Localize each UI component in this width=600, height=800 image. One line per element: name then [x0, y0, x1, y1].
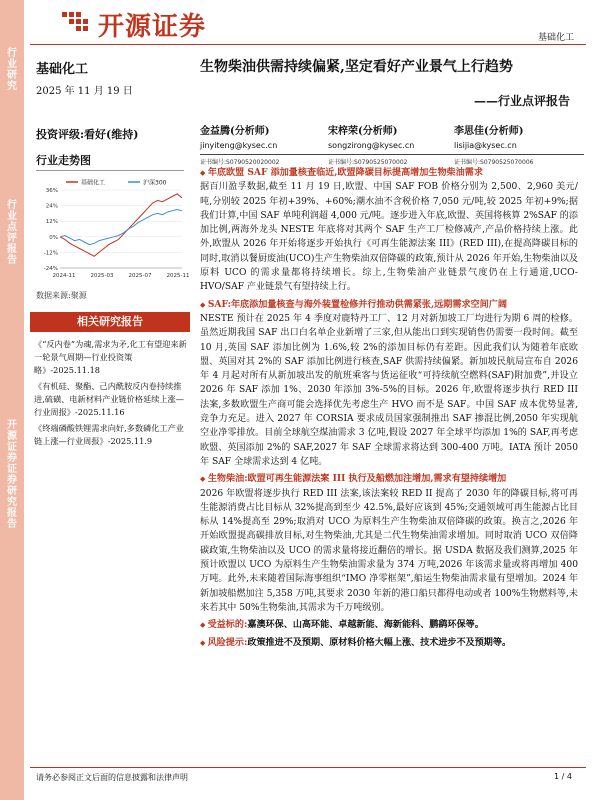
- y-tick-label: 24%: [45, 203, 58, 210]
- y-tick-label: -24%: [43, 266, 58, 272]
- legend-label: 基础化工: [81, 179, 106, 187]
- y-tick-label: 12%: [45, 219, 58, 226]
- footer-disclaimer: 请务必参阅正文后面的信息披露和法律声明: [36, 773, 188, 782]
- related-reports-header: 相关研究报告: [30, 312, 190, 332]
- report-title: 生物柴油供需持续偏紧,坚定看好产业景气上行趋势: [200, 59, 513, 75]
- report-subtitle: ——行业点评报告: [473, 94, 570, 108]
- analyst-card: [328, 122, 458, 166]
- trend-divider: [36, 170, 184, 171]
- section-heading: ◆ SAF:年底添加量核查与海外装置检修并行推动供需紧张,远期需求空间广阔: [200, 298, 507, 310]
- bullet-icon: ◆: [200, 638, 208, 647]
- sidebar-label-research: 行业研究: [7, 48, 17, 92]
- x-tick-label: 2024-11: [52, 273, 76, 279]
- analyst-email[interactable]: songzirong@kysec.cn: [328, 141, 415, 150]
- report-body: [200, 166, 578, 650]
- logo-text: 开源证券: [98, 12, 207, 42]
- industry-trend-chart: [36, 176, 190, 286]
- analyst-email[interactable]: jinyiteng@kysec.cn: [200, 141, 278, 150]
- beneficiaries-line: ◆ 受益标的:嘉澳环保、山高环能、卓越新能、海新能科、鹏鹞环保等。: [200, 619, 484, 631]
- series-line: [60, 210, 182, 245]
- analyst-name: 金益腾(分析师): [200, 126, 270, 137]
- series-line: [60, 194, 182, 256]
- report-date: 2025 年 11 月 19 日: [36, 86, 133, 97]
- legend-label: 沪深300: [143, 179, 167, 187]
- industry-name: 基础化工: [36, 62, 89, 77]
- risk-line: ◆ 风险提示:政策推进不及预期、原材料价格大幅上涨、技术进步不及预期等。: [200, 636, 512, 648]
- section-heading: ◆ 生物柴油:欧盟可再生能源法案 III 执行及船燃加注增加,需求有望持续增加: [200, 473, 507, 485]
- analyst-email[interactable]: lisijia@kysec.cn: [454, 141, 517, 150]
- logo-icon: [60, 9, 94, 37]
- page-number: 1 / 4: [554, 772, 572, 781]
- header-divider: [30, 44, 586, 45]
- bullet-icon: ◆: [200, 168, 208, 177]
- chart-source: 数据来源:聚源: [36, 291, 87, 300]
- sidebar-label-report-type: 行业点评报告: [7, 200, 17, 266]
- analyst-card: [200, 122, 330, 166]
- analyst-card: [454, 122, 584, 166]
- related-report-item[interactable]: 《终端磷酸铁锂需求向好,多数磷化工产业链上涨—行业周报》-2025.11.9: [34, 423, 184, 446]
- investment-rating: 投资评级:看好(维持): [36, 128, 139, 141]
- section-paragraph: 2026 年欧盟将逐步执行 RED III 法案,该法案较 RED II 提高了 2030 年的降碳目标,将可再生能源消费占比目标从 32%提高到至少 42.5%,最好应该到 45%;交通领域可再生能源占比目标从 14%提高至 29%;取消对 UCO 为原料生产生物柴油双倍降碳的政策。换言之,2026 年开始欧盟提高碳排放目标,对生物柴油,尤其是二代生物柴油需求增加。同时取消 UCO 双倍降碳政策,生物柴油以及 UCO 的需求量将接近翻倍的增长。据 USDA 数据及我们测算,2025 年预计欧盟以 UCO 为原料生产生物柴油需求量为 374 万吨,2026 年该需求量或将再增加 400 万吨。此外,未来随着国际海事组织“IMO 净零框架”,船运生物柴油需求量有望增加。2024 年新加坡船燃加注 5,358 万吨,其要求 2030 年新的港口船只都得电动或者 100%生物燃料等,未来若其中 50%生物柴油,其需求为千万吨级别。: [200, 488, 578, 613]
- section-paragraph: 据百川盈孚数据,截至 11 月 19 日,欧盟、中国 SAF FOB 价格分别为 2,500、2,960 美元/吨,分别较 2025 年初+39%、+60%;潮水油不含税价格 7,050 元/吨,较 2025 年初+9%;据我们计算,中国 SAF 单吨利润超 4,000 元/吨。逐步进入年底,欧盟、英国将核算 2%SAF 的添加比例,两海外龙头 NESTE 年底将对其两个 SAF 生产工厂检修减产,产品价格持续上涨。此外,欧盟从 2026 年开始将逐步开始执行《可再生能源法案 III》(RED III),在提高降碳目标的同时,取消以餐厨废油(UCO)生产生物柴油双倍降碳的政策,预计从 2026 年开始,生物柴油以及原料 UCO 的需求量都将持续增长。综上,生物柴油产业链景气度仍在上行通道,UCO-HVO/SAF 产业链景气有望持续上行。: [200, 182, 578, 293]
- x-tick-label: 2025-11: [166, 273, 190, 279]
- section-paragraph: NESTE 预计在 2025 年 4 季度对鹿特丹工厂、12 月对新加坡工厂均进行为期 6 周的检修。虽然近期我国 SAF 出口白名单企业新增了三家,但从能出口到实现销售仍需要一段时间。截至 10 月,英国 SAF 添加比例为 1.6%,较 2%的添加目标仍有差距。因此我们认为随着年底欧盟、英国对其 2%的 SAF 添加比例进行核查,SAF 供需持续偏紧。新加坡民航局宣布自 2026 年 4 月起对所有从新加坡出发的航班乘客与货运征收“可持续航空燃料(SAF)附加费”,并设立 2026 年 SAF 添加 1%、2030 年添加 3%-5%的目标。2026 年,欧盟将逐步执行 RED III 法案,多数欧盟生产商可能会选择优先考虑生产 HVO 而不是 SAF。中国 SAF 成本优势显著,竞争力充足。进入 2027 年 CORSIA 要求成员国家强制推出 SAF 掺混比例,2050 年实现航空业净零排放。目前全球航空煤油需求 3 亿吨,假设 2027 年全球平均添加 1%的 SAF,再考虑欧盟、英国添加 2%的 SAF,2027 年 SAF 全球需求将达到 300-400 万吨。IATA 预计 2050 年 SAF 全球需求达到 4 亿吨。: [200, 313, 578, 467]
- y-tick-label: -12%: [43, 250, 58, 257]
- footer-divider: [30, 767, 586, 768]
- bullet-icon: ◆: [200, 621, 208, 630]
- analyst-name: 宋梓荣(分析师): [328, 126, 398, 137]
- x-tick-label: 2025-03: [90, 273, 114, 279]
- analyst-cert: 证书编号:S0790525070002: [328, 154, 458, 166]
- sidebar: [0, 0, 24, 800]
- header-category: 基础化工: [537, 33, 574, 43]
- related-reports-list: [34, 338, 190, 451]
- analyst-cert: 证书编号:S0790525070006: [454, 154, 584, 166]
- analyst-cert: 证书编号:S0790520020002: [200, 154, 330, 166]
- y-tick-label: 0%: [49, 234, 58, 241]
- section-heading: ◆ 年底欧盟 SAF 添加量核查临近,欧盟降碳目标提高增加生物柴油需求: [200, 167, 483, 178]
- trend-chart-title: 行业走势图: [36, 154, 91, 167]
- x-tick-label: 2025-07: [128, 273, 152, 279]
- sidebar-label-brand: 开源证券 证券研究报告: [7, 420, 17, 530]
- bullet-icon: ◆: [200, 474, 208, 484]
- y-tick-label: 36%: [45, 188, 58, 194]
- analyst-name: 李思佳(分析师): [454, 126, 524, 137]
- bullet-icon: ◆: [200, 299, 208, 309]
- related-report-item[interactable]: 《有机硅、聚酯、己内酰胺反内卷持续推进,硫磺、电新材料产业链价格延续上涨—行业周报》-2025.11.16: [34, 381, 184, 417]
- related-report-item[interactable]: 《“反内卷”为魂,需求为矛,化工有望迎来新一轮景气周期—行业投资策略》-2025.11.18: [34, 339, 187, 375]
- brand-logo: [60, 6, 230, 40]
